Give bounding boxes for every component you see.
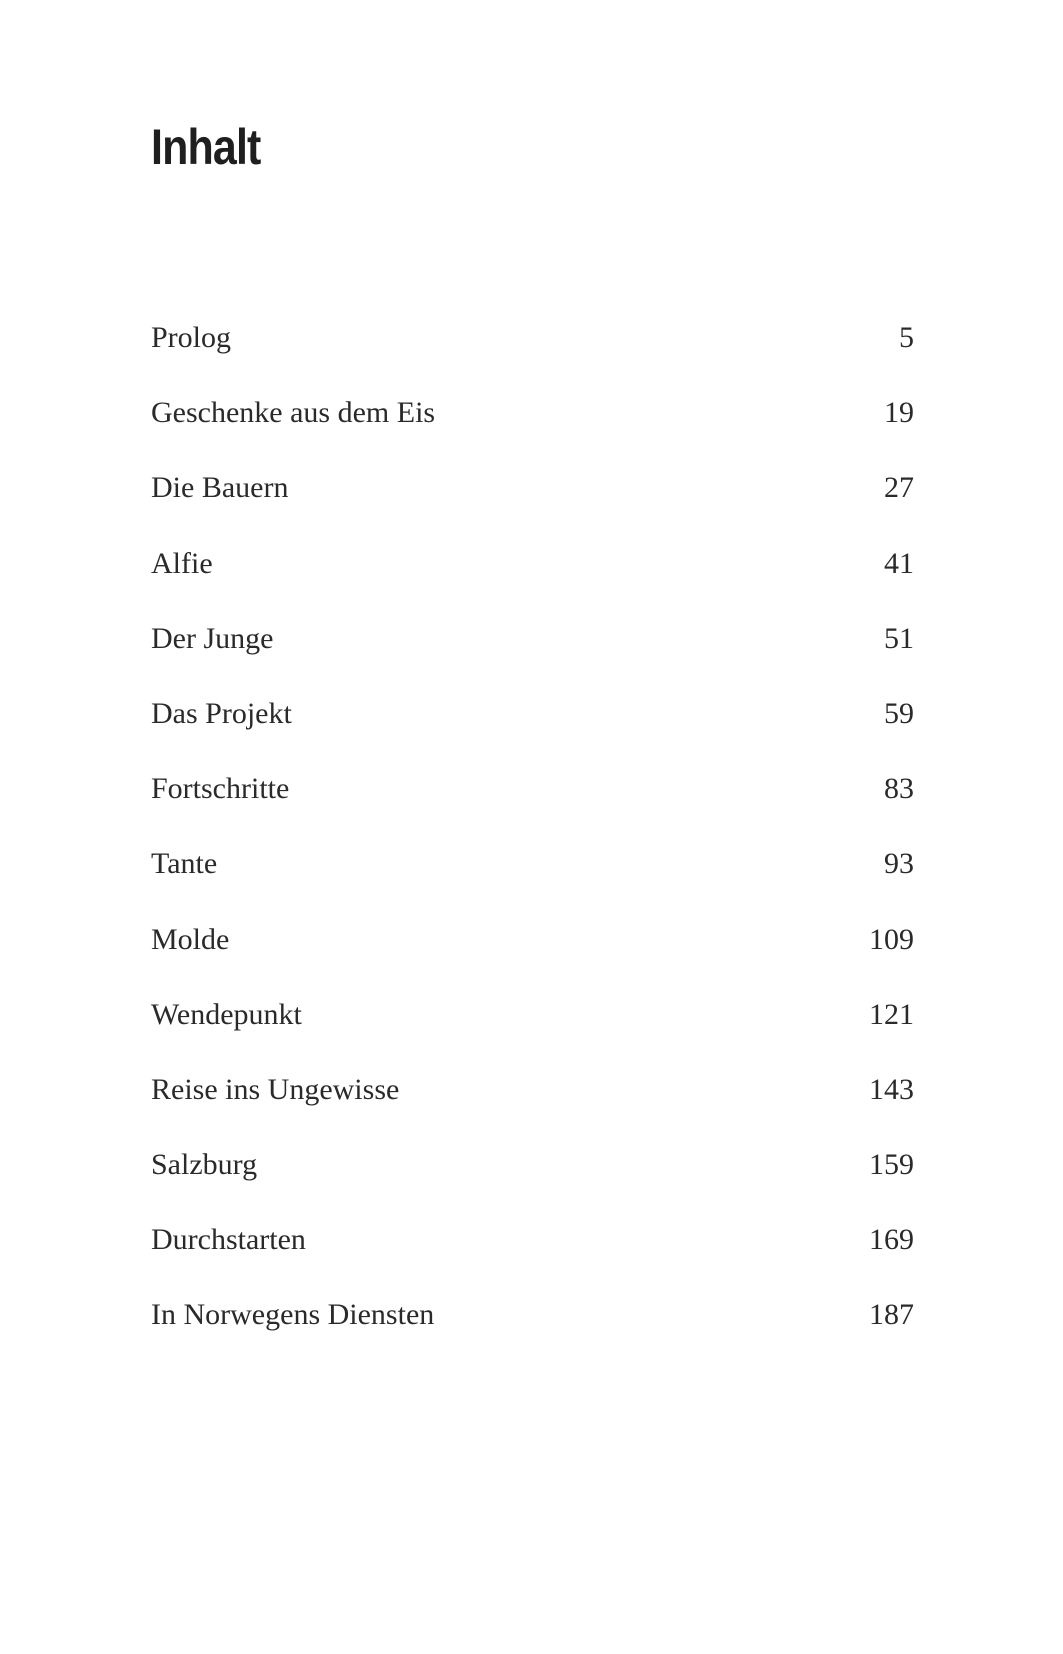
toc-entry-title: Fortschritte: [151, 772, 290, 806]
toc-entry-title: Reise ins Ungewisse: [151, 1072, 400, 1106]
toc-entry-page: 159: [869, 1148, 914, 1182]
toc-entry-title: Die Bauern: [151, 471, 289, 505]
toc-entry: [151, 1072, 914, 1150]
toc-entry-page: 83: [884, 772, 914, 806]
toc-entry-title: Der Junge: [151, 621, 274, 655]
toc-entry: [151, 696, 914, 774]
toc-entry: [151, 1225, 914, 1300]
toc-entry: [151, 323, 914, 398]
toc-entry-title: Prolog: [151, 321, 232, 354]
toc-entry-page: 109: [869, 922, 914, 956]
toc-entry-title: Alfie: [151, 546, 213, 580]
toc-entry-page: 41: [884, 546, 914, 580]
toc-entry: [151, 1150, 914, 1225]
toc-entry-title: Geschenke aus dem Eis: [151, 396, 436, 430]
toc-entry-title: In Norwegens Diensten: [151, 1298, 435, 1332]
toc-entry-title: Wendepunkt: [151, 997, 302, 1031]
toc-entry-page: 27: [884, 471, 914, 505]
toc-entry-title: Salzburg: [151, 1148, 258, 1182]
toc-entry-page: 51: [884, 621, 914, 655]
toc-entry: [151, 997, 914, 1075]
toc-entry-page: 5: [899, 321, 914, 354]
toc-entry-title: Tante: [151, 847, 218, 881]
toc-entry: [151, 774, 914, 849]
toc-entry-page: 121: [869, 997, 914, 1031]
toc-entry: [151, 922, 914, 1000]
toc-entry: [151, 546, 914, 624]
toc-entry: [151, 398, 914, 473]
toc-entry-page: 59: [884, 696, 914, 730]
toc-entry: [151, 473, 914, 548]
toc-entry-page: 169: [869, 1223, 914, 1257]
toc-entry-title: Molde: [151, 922, 230, 956]
toc-entry-page: 187: [869, 1298, 914, 1332]
toc-entry-title: Das Projekt: [151, 696, 292, 730]
toc-entry: [151, 1300, 914, 1375]
page-title: Inhalt: [151, 119, 261, 175]
toc-entry: [151, 849, 914, 924]
toc-entry-page: 93: [884, 847, 914, 881]
toc-entry-page: 19: [884, 396, 914, 430]
toc-entry: [151, 621, 914, 699]
toc-entry-title: Durchstarten: [151, 1223, 306, 1257]
toc-entry-page: 143: [869, 1072, 914, 1106]
table-of-contents: [151, 323, 914, 1376]
